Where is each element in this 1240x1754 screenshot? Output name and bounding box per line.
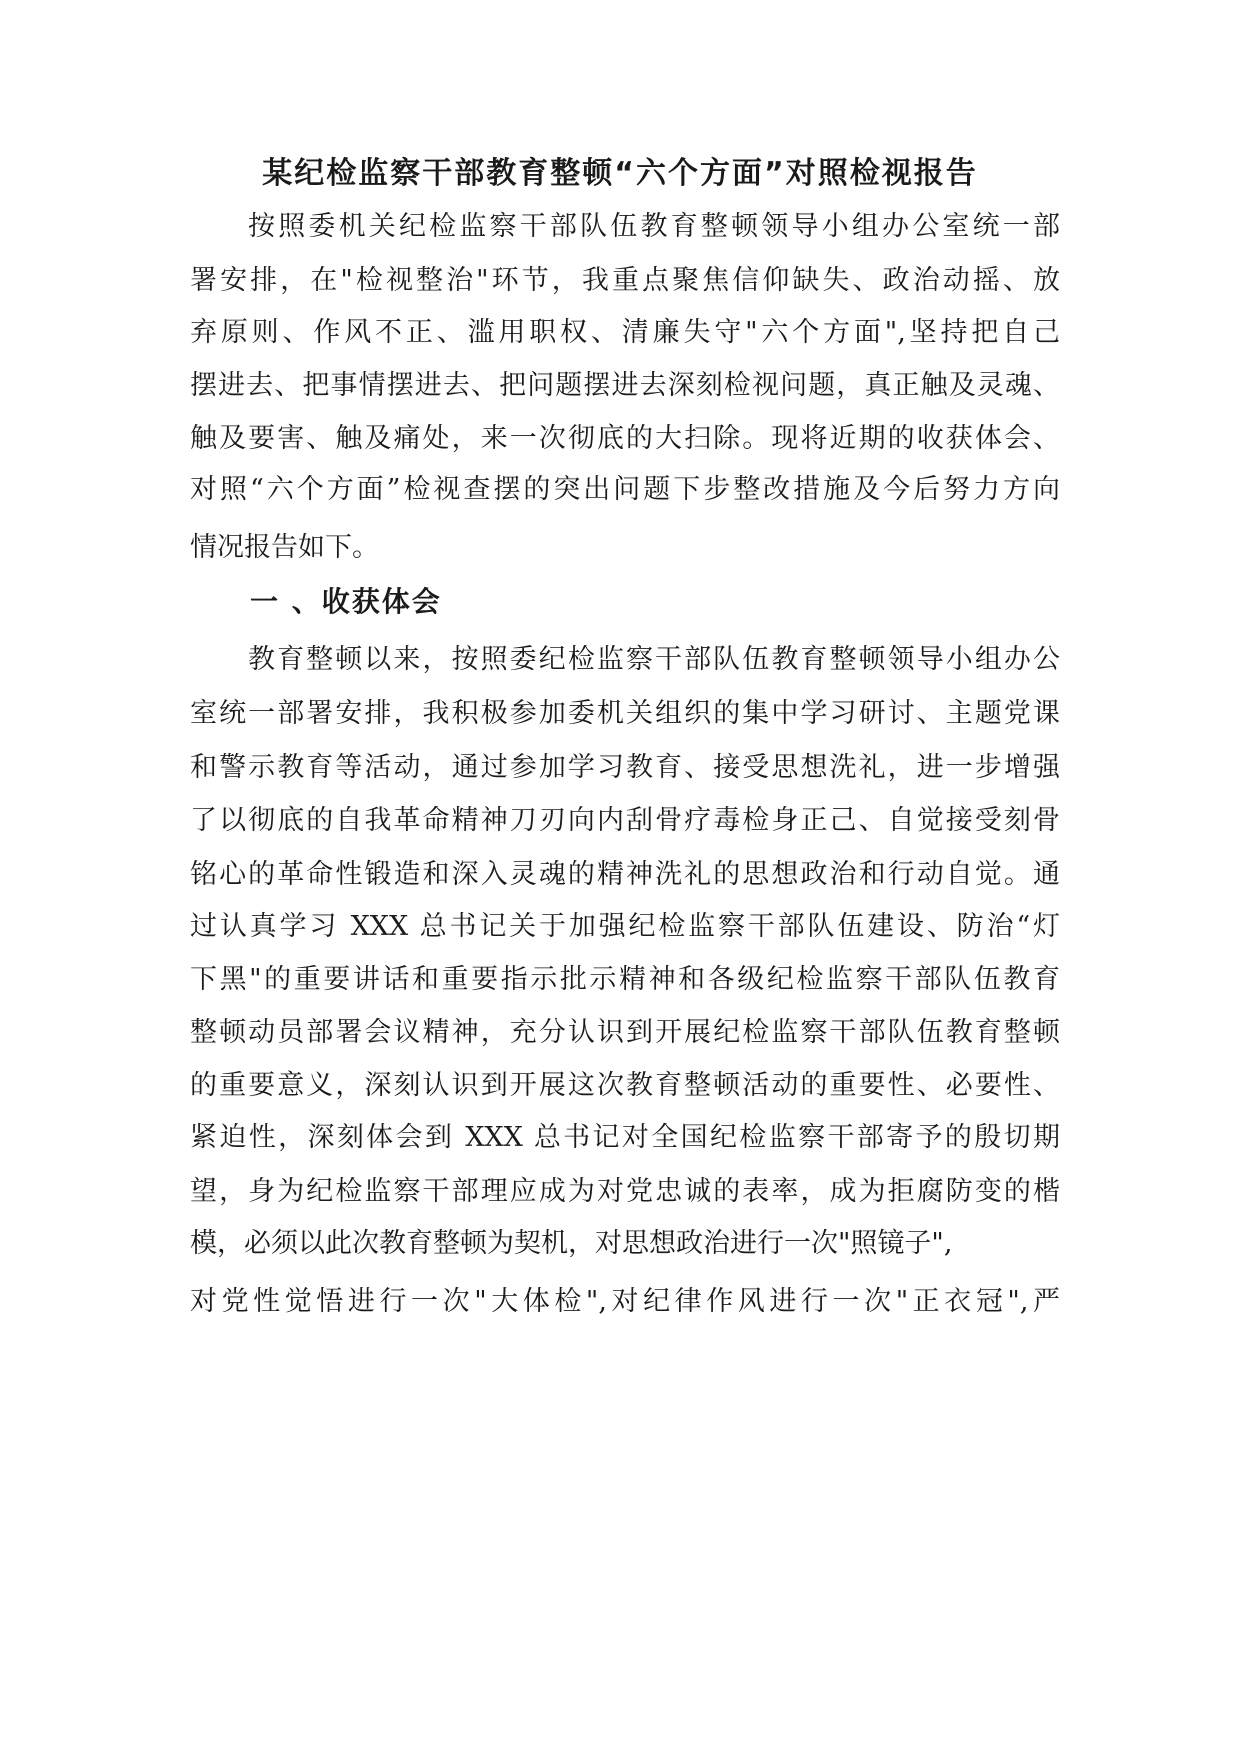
- section1-line-2: 室统一部署安排，我积极参加委机关组织的集中学习研讨、主题党课: [190, 698, 1060, 729]
- section1-line-3: 和警示教育等活动，通过参加学习教育、接受思想洗礼，进一步增强: [190, 752, 1060, 783]
- intro-line-4: 摆进去、把事情摆进去、把问题摆进去深刻检视问题，真正触及灵魂、: [190, 370, 1060, 401]
- section1-line-6: 过认真学习 XXX 总书记关于加强纪检监察干部队伍建设、防治“灯: [190, 911, 1060, 942]
- section1-line-7: 下黑"的重要讲话和重要指示批示精神和各级纪检监察干部队伍教育: [190, 964, 1060, 995]
- section1-line-12: 模，必须以此次教育整顿为契机，对思想政治进行一次"照镜子",: [190, 1228, 953, 1259]
- intro-line-6: 对照“六个方面”检视查摆的突出问题下步整改措施及今后努力方向: [190, 474, 1060, 505]
- intro-line-7: 情况报告如下。: [190, 532, 379, 563]
- intro-line-2: 署安排，在"检视整治"环节，我重点聚焦信仰缺失、政治动摇、放: [190, 265, 1060, 296]
- section-heading-harvest: 一 、收获体会: [250, 585, 442, 618]
- section1-line-13: 对党性觉悟进行一次"大体检",对纪律作风进行一次"正衣冠",严: [190, 1286, 1060, 1317]
- section1-line-10: 紧迫性，深刻体会到 XXX 总书记对全国纪检监察干部寄予的殷切期: [190, 1122, 1060, 1153]
- section1-line-11: 望，身为纪检监察干部理应成为对党忠诚的表率，成为拒腐防变的楷: [190, 1176, 1060, 1207]
- section1-line-8: 整顿动员部署会议精神，充分认识到开展纪检监察干部队伍教育整顿: [190, 1017, 1060, 1048]
- section1-line-1: 教育整顿以来，按照委纪检监察干部队伍教育整顿领导小组办公: [248, 644, 1060, 675]
- document-title: 某纪检监察干部教育整顿“六个方面”对照检视报告: [262, 156, 978, 191]
- section1-line-4: 了以彻底的自我革命精神刀刃向内刮骨疗毒检身正己、自觉接受刻骨: [190, 805, 1060, 836]
- section1-line-9: 的重要意义，深刻认识到开展这次教育整顿活动的重要性、必要性、: [190, 1070, 1060, 1101]
- intro-line-5: 触及要害、触及痛处，来一次彻底的大扫除。现将近期的收获体会、: [190, 423, 1060, 454]
- intro-line-3: 弃原则、作风不正、滥用职权、清廉失守"六个方面",坚持把自己: [190, 317, 1060, 348]
- intro-line-1: 按照委机关纪检监察干部队伍教育整顿领导小组办公室统一部: [248, 211, 1060, 242]
- section1-line-5: 铭心的革命性锻造和深入灵魂的精神洗礼的思想政治和行动自觉。通: [190, 859, 1060, 890]
